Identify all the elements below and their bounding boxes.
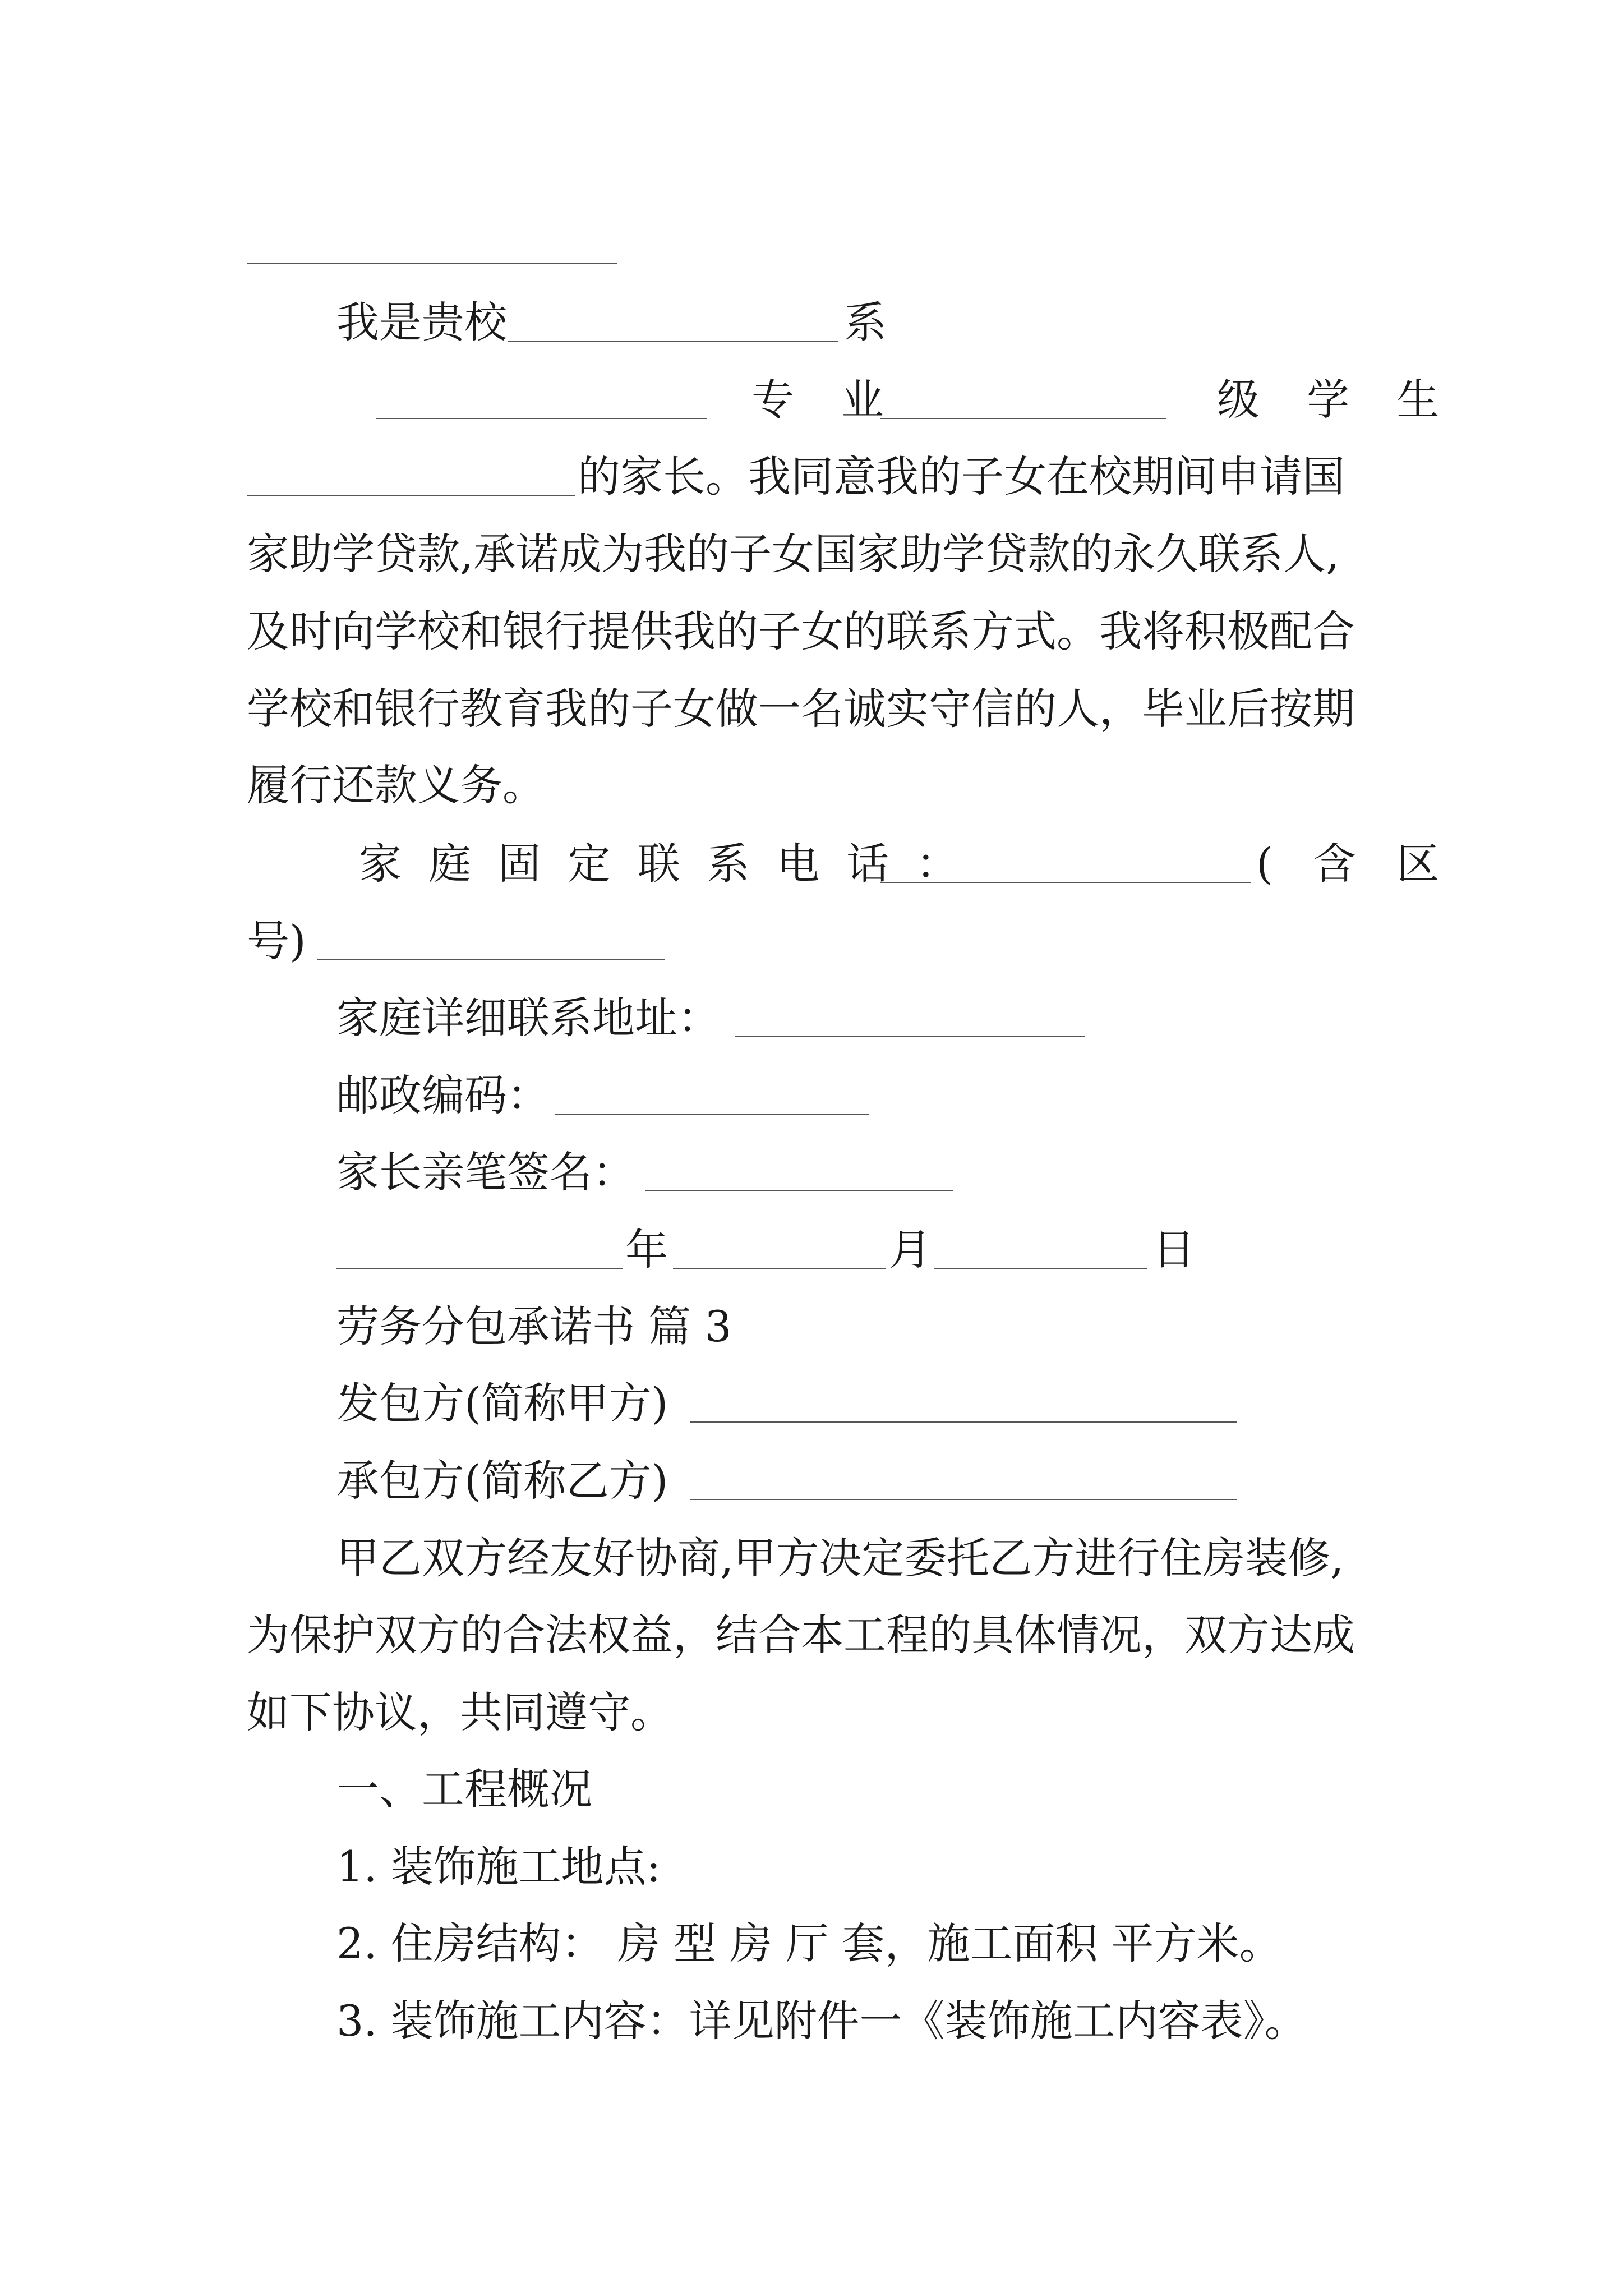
- postcode-line: [0, 1062, 1623, 1129]
- blank-party-a: [690, 1421, 1237, 1423]
- blank-student-name: [247, 495, 575, 496]
- signature-line: [0, 1139, 1623, 1206]
- party-b-label: 承包方(简称乙方): [336, 1456, 668, 1506]
- blank-month: [673, 1268, 886, 1269]
- paragraph-line: [0, 521, 1623, 588]
- agreement-text: 甲乙双方经友好协商,甲方决定委托乙方进行住房装修,: [336, 1533, 1344, 1583]
- agreement-text: 为保护双方的合法权益，结合本工程的具体情况，双方达成: [247, 1610, 1355, 1660]
- clause-item: [0, 1987, 1623, 2055]
- blank-address: [735, 1036, 1085, 1037]
- day-label: 日: [1152, 1225, 1195, 1274]
- paragraph-text: 家助学贷款,承诺成为我的子女国家助学贷款的永久联系人,: [247, 529, 1340, 579]
- paragraph-text: 学校和银行教育我的子女做一名诚实守信的人，毕业后按期: [247, 684, 1355, 734]
- paragraph-text: 及时向学校和银行提供我的子女的联系方式。我将积极配合: [247, 606, 1355, 656]
- agreement-text: 如下协议，共同遵守。: [247, 1687, 673, 1737]
- clause-heading-line: [0, 1756, 1623, 1823]
- paragraph-line: [0, 675, 1623, 743]
- blank-phone: [880, 882, 1251, 883]
- blank-year: [336, 1268, 623, 1269]
- blank-signature: [645, 1190, 953, 1191]
- blank-party-b: [690, 1499, 1237, 1500]
- year-label: 年: [625, 1225, 668, 1274]
- blank-phone-2: [317, 959, 665, 960]
- blank-day: [934, 1268, 1147, 1269]
- blank-department-name: [376, 418, 707, 419]
- paragraph-line: [0, 443, 1623, 510]
- paragraph-line: [0, 289, 1623, 356]
- department-suffix: 系: [844, 297, 887, 347]
- address-label: 家庭详细联系地址：: [336, 993, 720, 1043]
- agreement-line: [0, 1602, 1623, 1669]
- section-title: 劳务分包承诺书 篇 3: [336, 1301, 732, 1351]
- postcode-label: 邮政编码：: [336, 1070, 550, 1120]
- clause-item-text: 3. 装饰施工内容：详见附件一《装饰施工内容表》。: [336, 1996, 1307, 2046]
- phone-line-2: [0, 908, 1623, 975]
- blank-major: [880, 418, 1166, 419]
- blank-department: [508, 341, 838, 342]
- parent-statement: 的家长。我同意我的子女在校期间申请国: [578, 452, 1345, 501]
- paragraph-line: [0, 598, 1623, 665]
- date-line: [0, 1216, 1623, 1283]
- clause-item-text: 2. 住房结构： 房 型 房 厅 套，施工面积 平方米。: [336, 1918, 1282, 1968]
- phone-line: [0, 830, 1623, 898]
- section-title-line: [0, 1293, 1623, 1360]
- clause-item: [0, 1833, 1623, 1901]
- major-label: 专 业: [751, 375, 901, 425]
- paragraph-line: [0, 752, 1623, 819]
- blank-postcode: [555, 1114, 869, 1115]
- clause-heading: 一、工程概况: [336, 1764, 592, 1814]
- month-label: 月: [889, 1225, 932, 1274]
- address-line: [0, 984, 1623, 1052]
- area-code-note: ( 含 区: [1256, 839, 1453, 889]
- clause-item-text: 1. 装饰施工地点:: [336, 1842, 661, 1892]
- party-a-line: [0, 1370, 1623, 1437]
- clause-item: [0, 1910, 1623, 1977]
- phone-label: 家 庭 固 定 联 系 电 话 ：: [359, 839, 966, 889]
- agreement-line: [0, 1679, 1623, 1746]
- school-prefix: 我是贵校: [336, 297, 507, 347]
- party-a-label: 发包方(简称甲方): [336, 1378, 668, 1428]
- party-b-line: [0, 1447, 1623, 1515]
- area-code-note-end: 号): [247, 916, 306, 966]
- agreement-line: [0, 1525, 1623, 1592]
- signature-label: 家长亲笔签名：: [336, 1147, 635, 1197]
- paragraph-line: [0, 366, 1623, 434]
- grade-student-label: 级 学 生: [1217, 375, 1456, 425]
- blank-line-top: [247, 263, 617, 264]
- paragraph-text: 履行还款义务。: [247, 760, 545, 810]
